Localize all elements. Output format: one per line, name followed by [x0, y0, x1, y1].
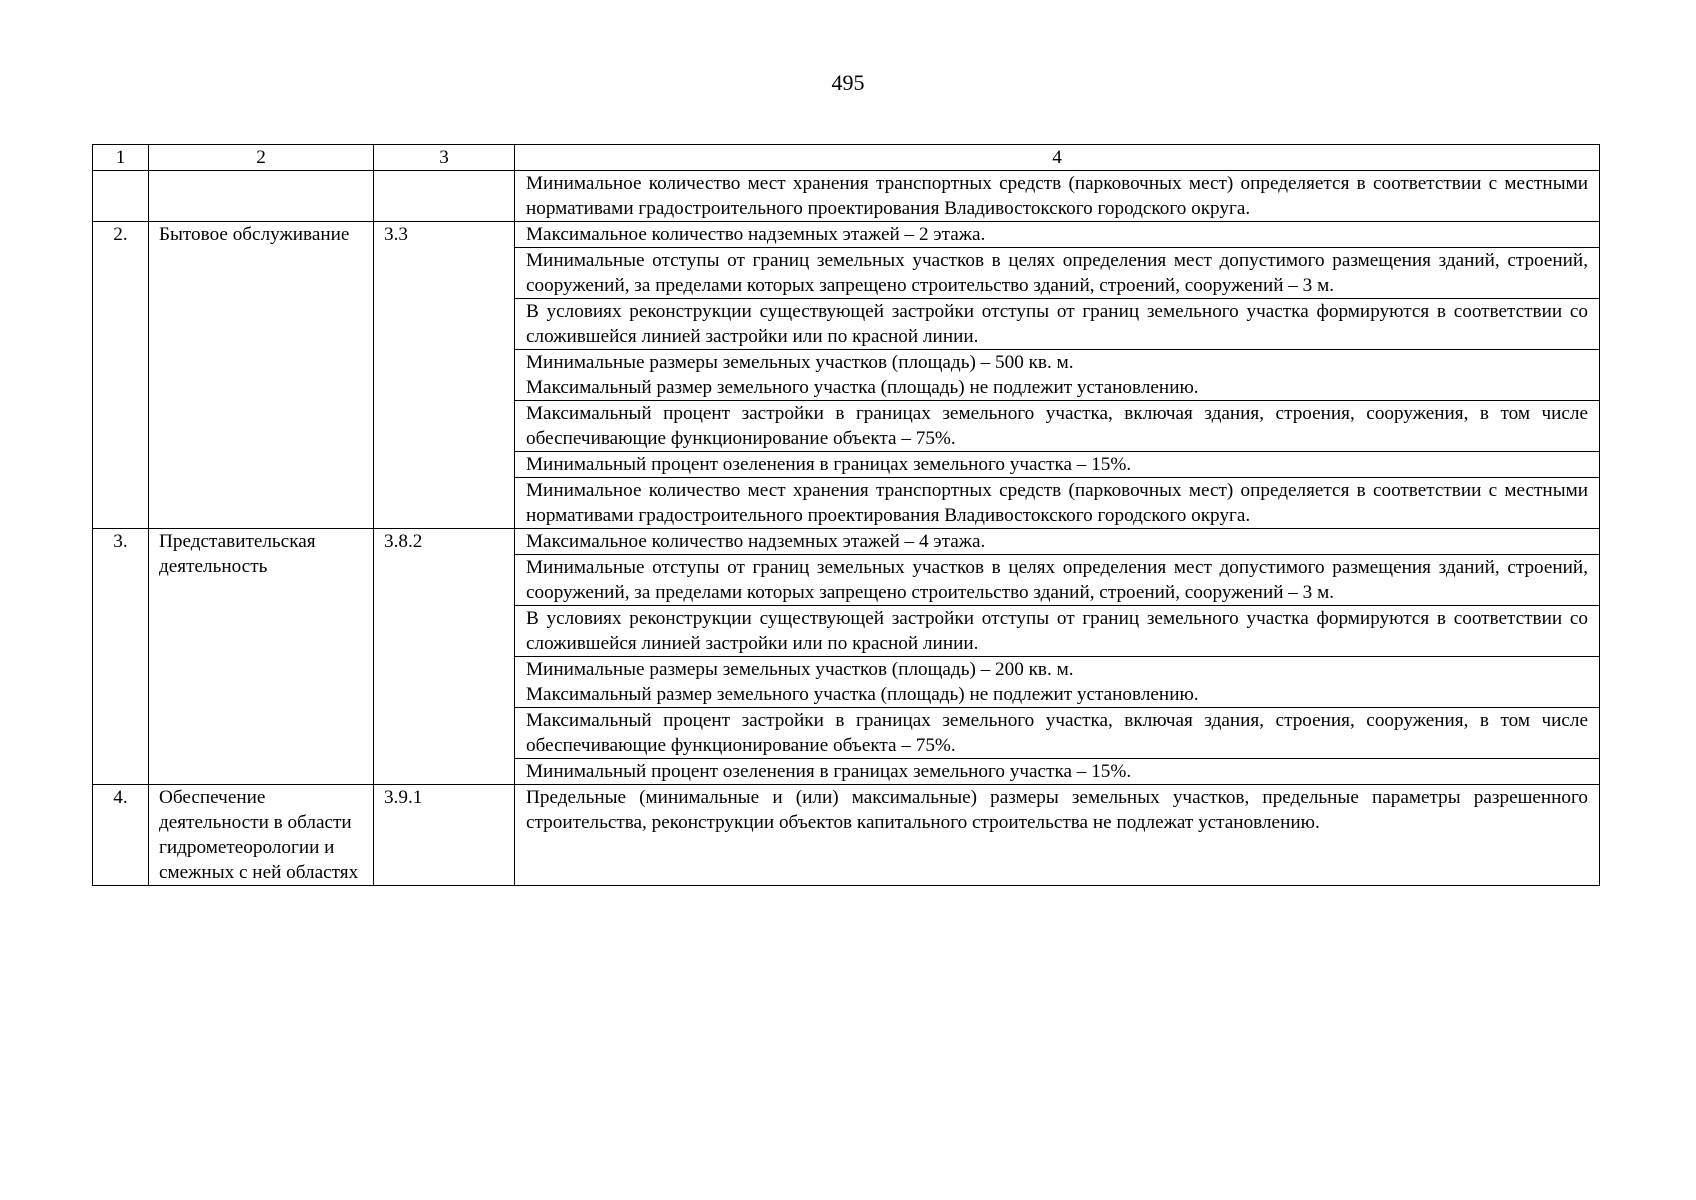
- parameter-cell: [515, 452, 1600, 478]
- header-cell-3: 3: [374, 145, 515, 171]
- header-cell-2: 2: [149, 145, 374, 171]
- parameter-text: Минимальные размеры земельных участков (площадь) – 200 кв. м.: [526, 659, 1074, 680]
- empty-cell: [149, 171, 374, 222]
- table-row: [93, 785, 1600, 886]
- header-cell-4: 4: [515, 145, 1600, 171]
- parameter-text: Максимальный процент застройки в границах земельного участка, включая здания, строения, сооружения, в том числе обеспечивающие функционирование объекта – 75%.: [526, 403, 1588, 449]
- table-row: [93, 222, 1600, 248]
- parameter-cell: [515, 657, 1600, 708]
- parameter-text: Минимальные отступы от границ земельных участков в целях определения мест допустимого размещения зданий, строений, сооружений, за пределами которых запрещено строительство зданий, строений, сооружений – 3 м.: [526, 557, 1588, 603]
- parameter-text: Максимальный размер земельного участка (площадь) не подлежит установлению.: [526, 684, 1199, 705]
- parameter-cell: [515, 299, 1600, 350]
- parameter-cell: [515, 478, 1600, 529]
- parameter-text: Максимальное количество надземных этажей – 4 этажа.: [526, 531, 986, 552]
- table-row: [93, 529, 1600, 555]
- parameter-text: Минимальное количество мест хранения транспортных средств (парковочных мест) определяется в соответствии с местными нормативами градостроительного проектирования Владивостокского городского округа.: [526, 173, 1588, 219]
- parameter-text: Максимальный процент застройки в границах земельного участка, включая здания, строения, сооружения, в том числе обеспечивающие функционирование объекта – 75%.: [526, 710, 1588, 756]
- empty-cell: [93, 171, 149, 222]
- parameter-cell: [515, 785, 1600, 886]
- header-row: [93, 145, 1600, 171]
- parameter-text: В условиях реконструкции существующей застройки отступы от границ земельного участка формируются в соответствии со сложившейся линией застройки или по красной линии.: [526, 608, 1588, 654]
- regulations-table: [92, 144, 1600, 886]
- parameter-cell: [515, 606, 1600, 657]
- use-type-cell: Представительская деятельность: [149, 529, 374, 785]
- parameter-cell: [515, 708, 1600, 759]
- row-number-cell: 2.: [93, 222, 149, 529]
- classifier-code-cell: 3.9.1: [374, 785, 515, 886]
- parameter-text: В условиях реконструкции существующей застройки отступы от границ земельного участка формируются в соответствии со сложившейся линией застройки или по красной линии.: [526, 301, 1588, 347]
- parameter-cell: [515, 759, 1600, 785]
- parameter-cell: [515, 171, 1600, 222]
- header-cell-1: 1: [93, 145, 149, 171]
- use-type-cell: Бытовое обслуживание: [149, 222, 374, 529]
- use-type-cell: Обеспечение деятельности в области гидрометеорологии и смежных с ней областях: [149, 785, 374, 886]
- parameter-cell: [515, 555, 1600, 606]
- parameter-cell: [515, 529, 1600, 555]
- classifier-code-cell: 3.3: [374, 222, 515, 529]
- parameter-text: Минимальный процент озеленения в границах земельного участка – 15%.: [526, 454, 1132, 475]
- parameter-text: Максимальное количество надземных этажей – 2 этажа.: [526, 224, 986, 245]
- parameter-cell: [515, 350, 1600, 401]
- parameter-cell: [515, 248, 1600, 299]
- parameter-text: Минимальный процент озеленения в границах земельного участка – 15%.: [526, 761, 1132, 782]
- row-number-cell: 3.: [93, 529, 149, 785]
- page-number: 495: [831, 70, 865, 95]
- parameter-text: Максимальный размер земельного участка (площадь) не подлежит установлению.: [526, 377, 1199, 398]
- parameter-text: Минимальные отступы от границ земельных участков в целях определения мест допустимого размещения зданий, строений, сооружений, за пределами которых запрещено строительство зданий, строений, сооружений – 3 м.: [526, 250, 1588, 296]
- parameter-text: Минимальные размеры земельных участков (площадь) – 500 кв. м.: [526, 352, 1074, 373]
- empty-cell: [374, 171, 515, 222]
- classifier-code-cell: 3.8.2: [374, 529, 515, 785]
- row-number-cell: 4.: [93, 785, 149, 886]
- parameter-text: Минимальное количество мест хранения транспортных средств (парковочных мест) определяется в соответствии с местными нормативами градостроительного проектирования Владивостокского городского округа.: [526, 480, 1588, 526]
- parameter-cell: [515, 401, 1600, 452]
- continuation-row: [93, 171, 1600, 222]
- parameter-cell: [515, 222, 1600, 248]
- parameter-text: Предельные (минимальные и (или) максимальные) размеры земельных участков, предельные параметры разрешенного строительства, реконструкции объектов капитального строительства не подлежат установлению.: [526, 787, 1588, 833]
